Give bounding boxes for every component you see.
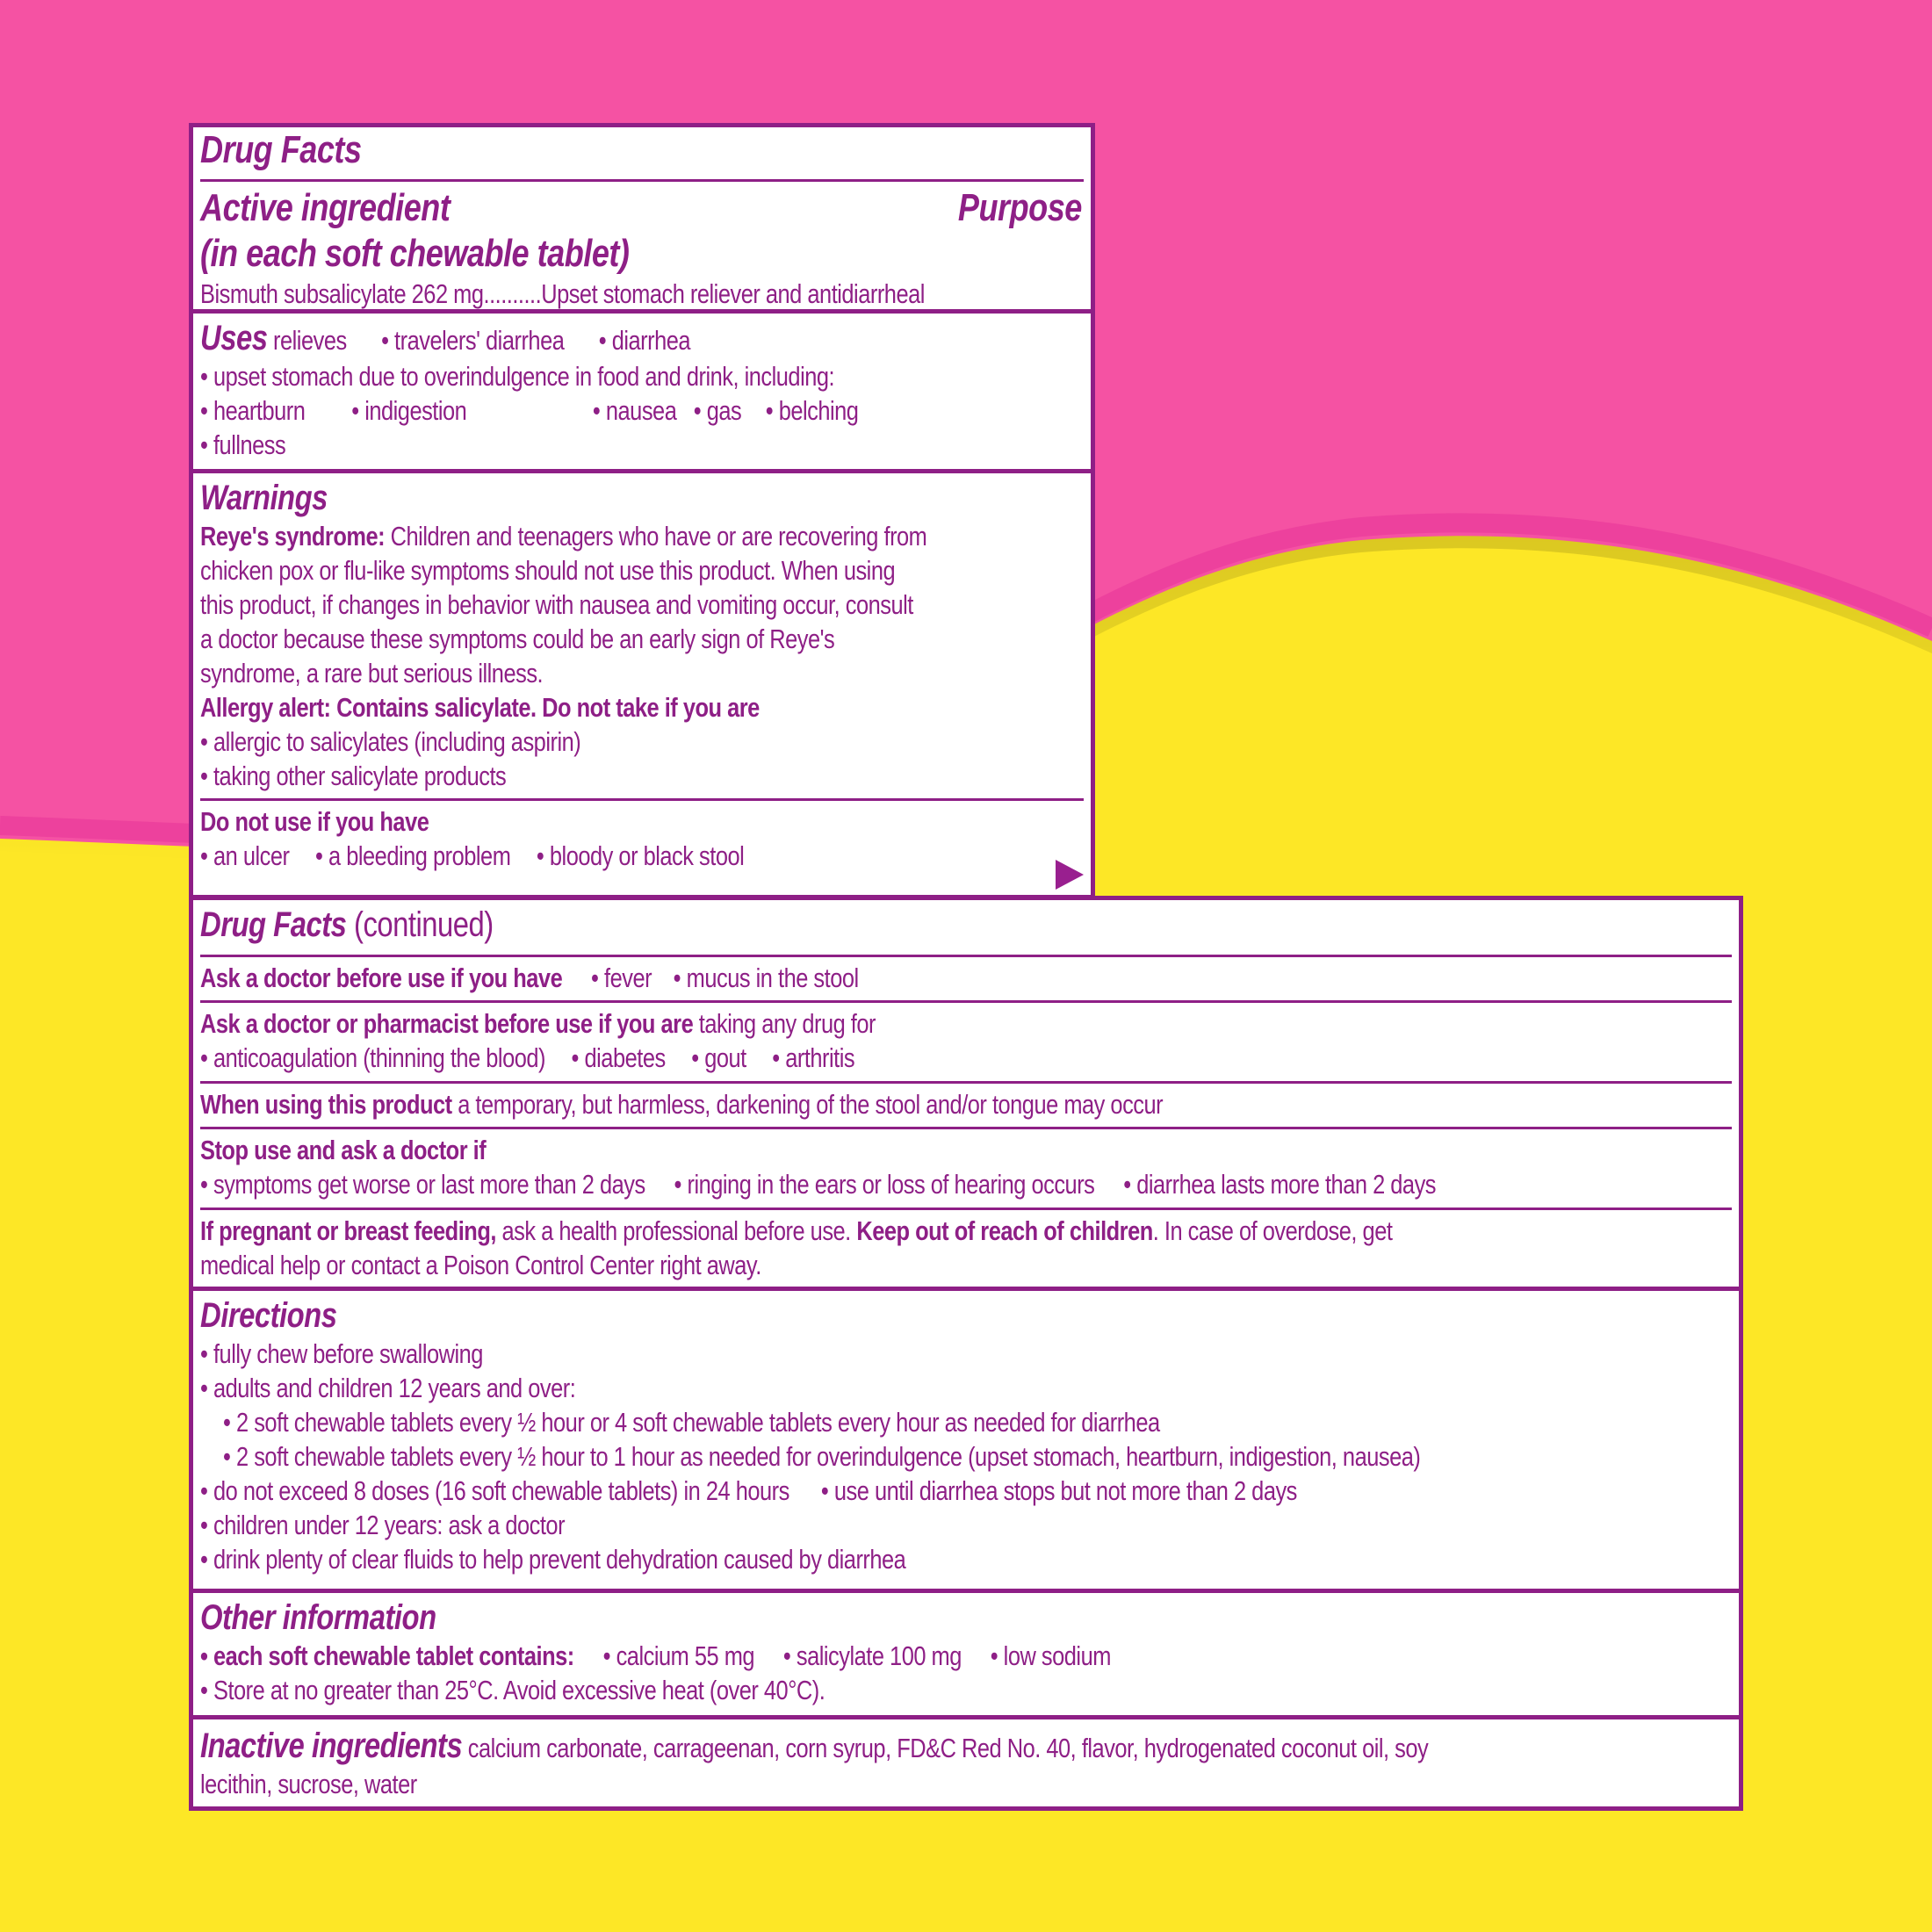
panel-title: Drug Facts xyxy=(200,905,347,944)
directions-section: Directions • fully chew before swallowing • adults and children 12 years and over: • 2 soft chewable tablets every ½ hour or 4 soft chewable tablets every hour as needed for diarrhea • 2 soft chewable tablets every ½ hour to 1 hour as needed for overindulgence (upset stomach, heartburn, indigestion, nausea) • do not exceed 8 doses (16 soft chewable tablets) in 24 hours • use until diarrhea stops but not more than 2 days • children under 12 years: ask a doctor • drink plenty of clear fluids to help prevent dehydration caused by diarrhea xyxy=(193,1291,1739,1593)
use-item: • fullness xyxy=(200,428,285,462)
triangle-right-icon xyxy=(1056,860,1084,890)
do-not-use-heading: Do not use if you have xyxy=(200,806,429,837)
other-information-section: Other information • each soft chewable tablet contains: • calcium 55 mg • salicylate 100 mg • low sodium • Store at no greater than 25°C. Avoid excessive heat (over 40°C). xyxy=(193,1593,1739,1719)
use-item: • gas xyxy=(694,393,766,428)
drug-facts-continued-panel xyxy=(189,896,1743,1811)
purpose-heading: Purpose xyxy=(958,186,1082,229)
use-item: • travelers' diarrhea xyxy=(381,325,564,356)
inactive-ingredients-heading: Inactive ingredients xyxy=(200,1727,463,1765)
use-item: • indigestion xyxy=(351,393,593,428)
allergy-item: • allergic to salicylates (including aspirin) xyxy=(200,724,580,759)
active-ingredient-subheading: (in each soft chewable tablet) xyxy=(200,232,630,275)
directions-heading: Directions xyxy=(200,1296,337,1335)
panel-title: Drug Facts xyxy=(200,128,362,171)
use-item: • nausea xyxy=(593,393,694,428)
continued-label: (continued) xyxy=(354,905,494,944)
ingredient-line: Bismuth subsalicylate 262 mg..........Upset stomach reliever and antidiarrheal xyxy=(200,278,925,309)
warnings-heading: Warnings xyxy=(200,479,328,517)
active-ingredient-heading: Active ingredient xyxy=(200,186,451,229)
inactive-ingredients-section: Inactive ingredients calcium carbonate, carrageenan, corn syrup, FD&C Red No. 40, flavor, hydrogenated coconut oil, soy lecithin, sucrose, water xyxy=(200,1727,1429,1799)
uses-section: Uses relieves • travelers' diarrhea • diarrhea • upset stomach due to overindulgence in food and drink, including: • heartburn • indigestion • nausea • gas • belching • fullness xyxy=(193,314,1091,473)
uses-heading: Uses xyxy=(200,319,268,357)
stop-use-section: Stop use and ask a doctor if • symptoms get worse or last more than 2 days • ringing in the ears or loss of hearing occurs • diarrhea lasts more than 2 days xyxy=(200,1129,1732,1210)
use-item: • belching xyxy=(766,395,859,426)
do-not-use-item: • a bleeding problem xyxy=(315,840,510,871)
use-item: • diarrhea xyxy=(599,325,690,356)
drug-facts-panel xyxy=(189,123,1095,899)
pregnancy-section: If pregnant or breast feeding, ask a health professional before use. Keep out of reach of children. In case of overdose, get medical help or contact a Poison Control Center right away. xyxy=(193,1210,1739,1291)
ask-pharmacist-section: Ask a doctor or pharmacist before use if you are taking any drug for • anticoagulation (thinning the blood) • diabetes • gout • arthritis xyxy=(200,1003,1732,1084)
use-item: • heartburn xyxy=(200,393,351,428)
allergy-item: • taking other salicylate products xyxy=(200,759,506,793)
allergy-alert: Allergy alert: Contains salicylate. Do not take if you are xyxy=(200,692,760,723)
other-information-heading: Other information xyxy=(200,1598,436,1637)
do-not-use-item: • bloody or black stool xyxy=(537,840,744,871)
do-not-use-item: • an ulcer xyxy=(200,840,290,871)
warnings-section: Warnings Reye's syndrome: Children and teenagers who have or are recovering from chicken pox or flu-like symptoms should not use this product. When using this product, if changes in behavior with nausea and vomiting occur, consult a doctor because these symptoms could be an early sign of Reye's syndrome, a rare but serious illness. Allergy alert: Contains salicylate. Do not take if you are • allergic to salicylates (including aspirin) • taking other salicylate products Do not use if you have • an ulcer • a bleeding problem • bloody or black stool xyxy=(193,473,1091,873)
ask-doctor-section: Ask a doctor before use if you have • fever • mucus in the stool xyxy=(200,957,1732,1003)
use-item: • upset stomach due to overindulgence in food and drink, including: xyxy=(200,359,834,393)
when-using-section: When using this product a temporary, but harmless, darkening of the stool and/or tongue may occur xyxy=(200,1084,1732,1129)
